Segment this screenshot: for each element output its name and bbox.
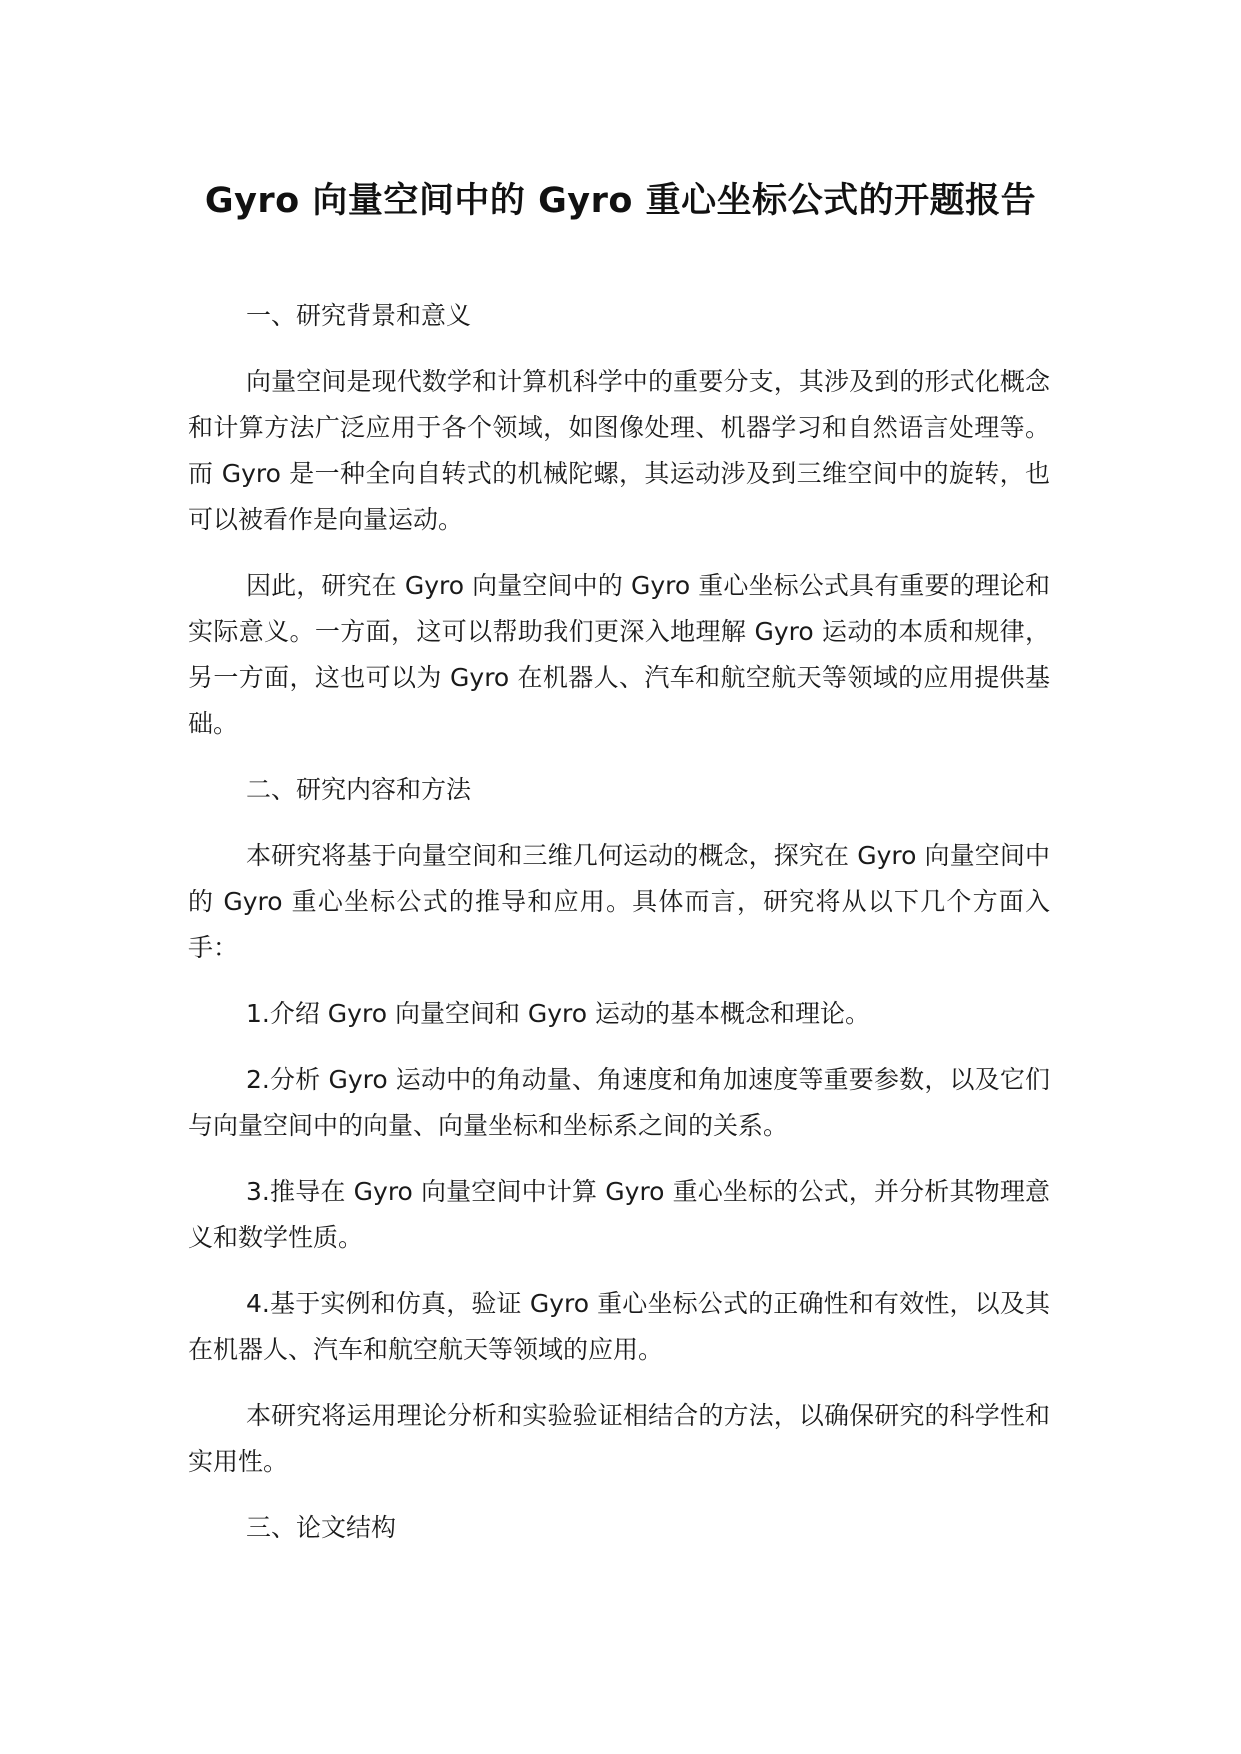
section-heading-method: 二、研究内容和方法	[246, 775, 472, 804]
paragraph-background-2: 因此，研究在 Gyro 向量空间中的 Gyro 重心坐标公式具有重要的理论和实际意义。一方面，这可以帮助我们更深入地理解 Gyro 运动的本质和规律，另一方面，这也可以为 Gyro 在机器人、汽车和航空航天等领域的应用提供基础。	[188, 571, 1050, 738]
section-heading-background: 一、研究背景和意义	[246, 301, 472, 330]
list-item-2: 2.分析 Gyro 运动中的角动量、角速度和角加速度等重要参数，以及它们与向量空间中的向量、向量坐标和坐标系之间的关系。	[188, 1065, 1050, 1140]
list-item-4: 4.基于实例和仿真，验证 Gyro 重心坐标公式的正确性和有效性，以及其在机器人、汽车和航空航天等领域的应用。	[188, 1289, 1050, 1364]
list-item-1: 1.介绍 Gyro 向量空间和 Gyro 运动的基本概念和理论。	[246, 999, 871, 1028]
document-title: Gyro 向量空间中的 Gyro 重心坐标公式的开题报告	[204, 181, 1037, 221]
paragraph-background-1: 向量空间是现代数学和计算机科学中的重要分支，其涉及到的形式化概念和计算方法广泛应用于各个领域，如图像处理、机器学习和自然语言处理等。而 Gyro 是一种全向自转式的机械陀螺，其运动涉及到三维空间中的旋转，也可以被看作是向量运动。	[188, 367, 1050, 534]
document-body	[188, 293, 1050, 1571]
paragraph-method-1: 本研究将基于向量空间和三维几何运动的概念，探究在 Gyro 向量空间中的 Gyro 重心坐标公式的推导和应用。具体而言，研究将从以下几个方面入手：	[188, 841, 1050, 962]
section-heading-structure: 三、论文结构	[246, 1513, 397, 1542]
paragraph-method-2: 本研究将运用理论分析和实验验证相结合的方法，以确保研究的科学性和实用性。	[188, 1401, 1050, 1476]
list-item-3: 3.推导在 Gyro 向量空间中计算 Gyro 重心坐标的公式，并分析其物理意义和数学性质。	[188, 1177, 1050, 1252]
